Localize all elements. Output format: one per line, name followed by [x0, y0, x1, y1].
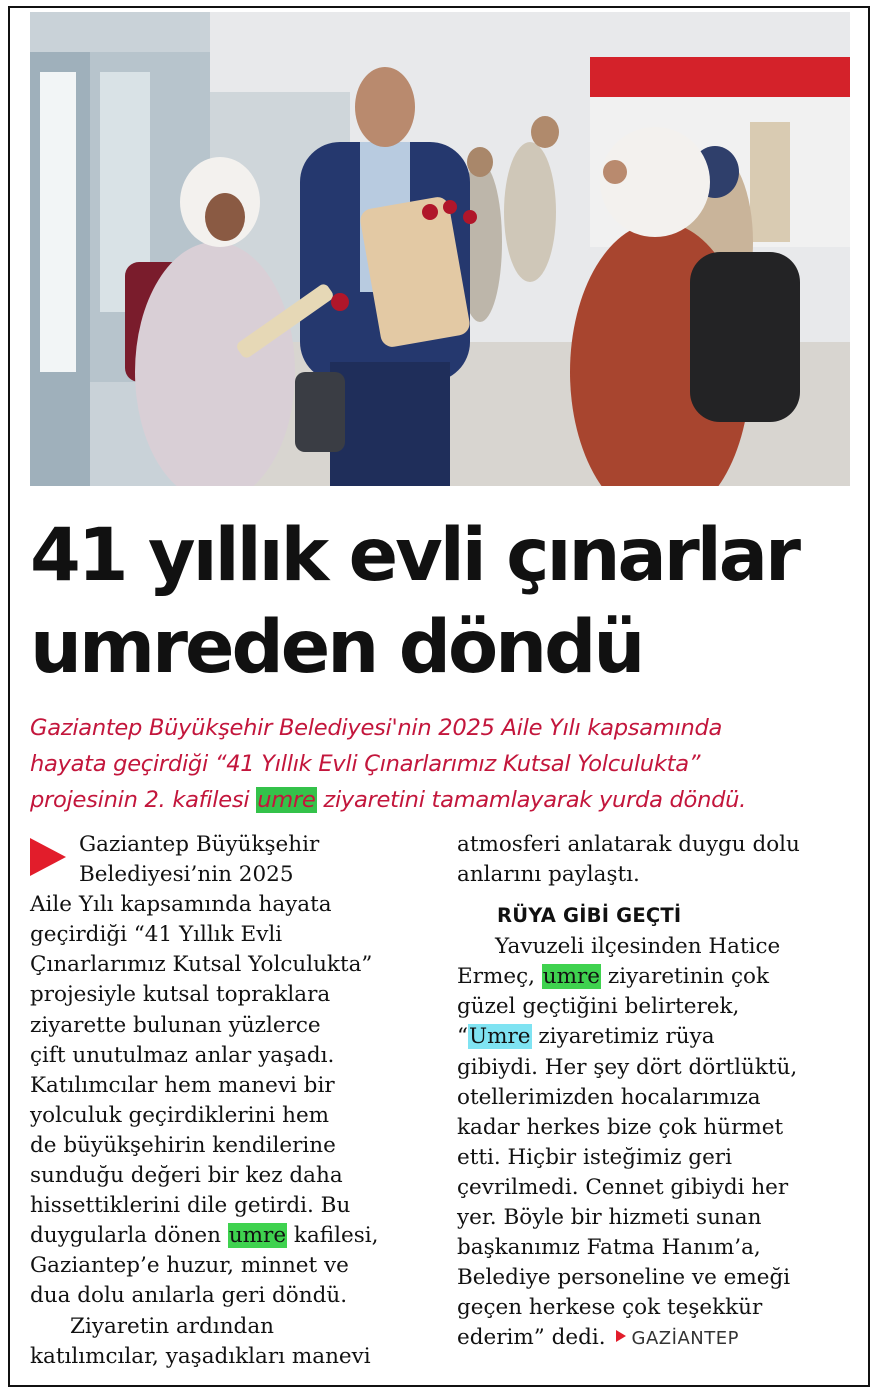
body-line: sunduğu değeri bir kez daha — [30, 1163, 343, 1189]
body-line: ziyarette bulunan yüzlerce — [30, 1012, 321, 1038]
deck-line-2: hayata geçirdiği “41 Yıllık Evli Çınarlarımız Kutsal Yolculukta” — [30, 751, 701, 777]
body-line: geçirdiği “41 Yıllık Evli — [30, 922, 283, 948]
arrow-right-icon — [616, 1330, 626, 1342]
body-line-start: duygularla dönen — [30, 1223, 228, 1249]
subheading: RÜYA GİBİ GEÇTİ — [497, 904, 682, 928]
body-column-1 — [30, 830, 430, 1372]
body-line: dua dolu anılarla geri döndü. — [30, 1283, 348, 1309]
body-line: hissettiklerini dile getirdi. Bu — [30, 1193, 351, 1219]
body-line: etti. Hiçbir isteğimiz geri — [457, 1144, 732, 1170]
body-line: yer. Böyle bir hizmeti sunan — [457, 1205, 762, 1231]
dateline: GAZİANTEP — [631, 1328, 739, 1350]
body-line-start: Ermeç, — [457, 964, 542, 990]
body-line — [457, 962, 857, 992]
highlighted-term: umre — [542, 964, 601, 990]
body-line: çevrilmedi. Cennet gibiydi her — [457, 1174, 789, 1200]
body-line: Çınarlarımız Kutsal Yolculukta” — [30, 952, 373, 978]
highlighted-term: Umre — [469, 1024, 531, 1050]
highlighted-term: umre — [257, 787, 316, 813]
body-line: Yavuzeli ilçesinden Hatice — [495, 934, 781, 960]
headline-line-2: umreden döndü — [30, 605, 643, 690]
body-line: gibiydi. Her şey dört dörtlüktü, — [457, 1054, 798, 1080]
body-line: Ziyaretin ardından — [70, 1313, 274, 1339]
body-line: kadar herkes bize çok hürmet — [457, 1114, 784, 1140]
body-line-last — [457, 1323, 857, 1354]
body-line: yolculuk geçirdiklerini hem — [30, 1102, 330, 1128]
body-line: geçen herkese çok teşekkür — [457, 1295, 763, 1321]
headline — [30, 510, 860, 694]
deck-line-3-end: ziyaretini tamamlayarak yurda döndü. — [316, 787, 747, 813]
closing-text: ederim” dedi. — [457, 1325, 606, 1351]
body-line: anlarını paylaştı. — [457, 862, 640, 888]
body-line: Belediye personeline ve emeği — [457, 1265, 791, 1291]
body-column-2 — [457, 830, 857, 1355]
body-line: güzel geçtiğini belirterek, — [457, 994, 740, 1020]
body-line: çift unutulmaz anlar yaşadı. — [30, 1042, 335, 1068]
body-line-end: ziyaretinin çok — [601, 964, 769, 990]
body-line: otellerimizden hocalarımıza — [457, 1084, 761, 1110]
deck-summary — [30, 710, 860, 818]
body-line: Gaziantep’e huzur, minnet ve — [30, 1253, 349, 1279]
highlighted-term: umre — [228, 1223, 287, 1249]
body-line-start: “ — [457, 1024, 468, 1050]
body-line: de büyükşehirin kendilerine — [30, 1132, 336, 1158]
body-line: katılımcılar, yaşadıkları manevi — [30, 1343, 371, 1369]
body-line: Belediyesi’nin 2025 — [79, 862, 294, 888]
body-line-end: ziyaretimiz rüya — [531, 1024, 715, 1050]
article-photo — [30, 12, 850, 486]
body-line: atmosferi anlatarak duygu dolu — [457, 832, 800, 857]
body-line — [30, 1221, 430, 1251]
body-line: başkanımız Fatma Hanım’a, — [457, 1235, 761, 1261]
body-line: Aile Yılı kapsamında hayata — [30, 892, 332, 918]
deck-line-3 — [30, 782, 860, 818]
body-line: projesiyle kutsal topraklara — [30, 982, 331, 1008]
body-line: Katılımcılar hem manevi bir — [30, 1072, 335, 1098]
body-line — [457, 1022, 857, 1052]
deck-line-3-start: projesinin 2. kafilesi — [30, 787, 257, 813]
body-line: Gaziantep Büyükşehir — [79, 832, 320, 857]
headline-line-1: 41 yıllık evli çınarlar — [30, 513, 799, 598]
deck-line-1: Gaziantep Büyükşehir Belediyesi'nin 2025 Aile Yılı kapsamında — [30, 715, 723, 741]
body-line-end: kafilesi, — [287, 1223, 379, 1249]
